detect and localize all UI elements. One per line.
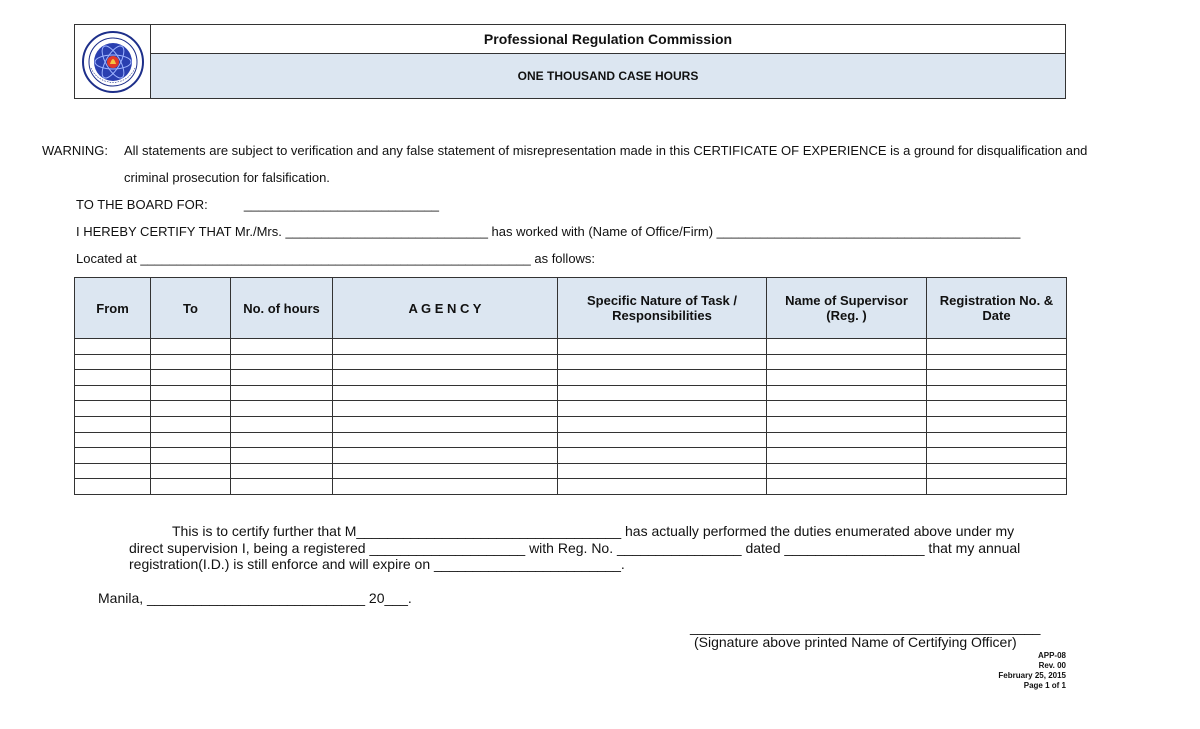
- table-cell[interactable]: [927, 339, 1067, 355]
- table-cell[interactable]: [75, 370, 151, 386]
- table-cell[interactable]: [231, 401, 333, 417]
- table-cell[interactable]: [75, 385, 151, 401]
- table-cell[interactable]: [767, 463, 927, 479]
- table-cell[interactable]: [927, 401, 1067, 417]
- table-cell[interactable]: [75, 339, 151, 355]
- table-row: [75, 448, 1067, 464]
- table-cell[interactable]: [333, 448, 558, 464]
- experience-table: [74, 277, 1067, 495]
- table-cell[interactable]: [927, 354, 1067, 370]
- table-cell[interactable]: [151, 385, 231, 401]
- col-header-from: From: [75, 278, 151, 339]
- certify-field[interactable]: I HEREBY CERTIFY THAT Mr./Mrs. ____________________________ has worked with (Name of Office/Firm) __________________________________________: [76, 224, 1021, 239]
- table-cell[interactable]: [767, 479, 927, 495]
- table-cell[interactable]: [151, 479, 231, 495]
- table-cell[interactable]: [767, 432, 927, 448]
- table-cell[interactable]: [927, 463, 1067, 479]
- table-row: [75, 339, 1067, 355]
- col-header-agency: A G E N C Y: [333, 278, 558, 339]
- col-header-to: To: [151, 278, 231, 339]
- table-cell[interactable]: [231, 416, 333, 432]
- warning-label: WARNING:: [42, 143, 108, 158]
- table-cell[interactable]: [151, 370, 231, 386]
- table-cell[interactable]: [558, 354, 767, 370]
- table-cell[interactable]: [927, 416, 1067, 432]
- table-cell[interactable]: [558, 339, 767, 355]
- table-cell[interactable]: [558, 479, 767, 495]
- table-cell[interactable]: [767, 401, 927, 417]
- header-subtitle: ONE THOUSAND CASE HOURS: [151, 54, 1065, 98]
- table-cell[interactable]: [333, 432, 558, 448]
- table-cell[interactable]: [333, 401, 558, 417]
- form-code-block: [998, 651, 1066, 691]
- table-cell[interactable]: [231, 370, 333, 386]
- table-cell[interactable]: [151, 432, 231, 448]
- table-cell[interactable]: [767, 416, 927, 432]
- table-cell[interactable]: [558, 385, 767, 401]
- table-cell[interactable]: [927, 385, 1067, 401]
- table-cell[interactable]: [231, 385, 333, 401]
- table-row: [75, 385, 1067, 401]
- table-cell[interactable]: [558, 448, 767, 464]
- warning-text-line1: All statements are subject to verification and any false statement of misrepresentation made in this CERTIFICATE OF EXPERIENCE is a ground for disqualification and: [124, 143, 1088, 158]
- table-cell[interactable]: [333, 385, 558, 401]
- table-cell[interactable]: [558, 432, 767, 448]
- table-cell[interactable]: [151, 416, 231, 432]
- prc-seal-logo: [75, 25, 151, 98]
- table-cell[interactable]: [151, 463, 231, 479]
- certification-line3: registration(I.D.) is still enforce and will expire on ________________________.: [129, 556, 625, 572]
- signature-line[interactable]: _____________________________________________: [690, 619, 1041, 635]
- table-cell[interactable]: [151, 354, 231, 370]
- seal-icon: [81, 30, 145, 94]
- form-code: APP-08: [1037, 651, 1066, 660]
- col-header-task: Specific Nature of Task / Responsibilities: [558, 278, 767, 339]
- col-header-registration: Registration No. & Date: [927, 278, 1067, 339]
- form-header: [74, 24, 1066, 99]
- table-cell[interactable]: [767, 354, 927, 370]
- table-row: [75, 370, 1067, 386]
- table-cell[interactable]: [231, 339, 333, 355]
- table-row: [75, 432, 1067, 448]
- table-cell[interactable]: [75, 463, 151, 479]
- table-cell[interactable]: [767, 370, 927, 386]
- table-cell[interactable]: [333, 479, 558, 495]
- table-cell[interactable]: [75, 448, 151, 464]
- table-cell[interactable]: [75, 432, 151, 448]
- table-cell[interactable]: [927, 432, 1067, 448]
- certification-line1: This is to certify further that M__________________________________ has actually performed the duties enumerated above under my: [172, 523, 1015, 539]
- table-cell[interactable]: [333, 339, 558, 355]
- table-cell[interactable]: [927, 479, 1067, 495]
- table-row: [75, 401, 1067, 417]
- table-row: [75, 479, 1067, 495]
- table-cell[interactable]: [927, 370, 1067, 386]
- table-cell[interactable]: [558, 463, 767, 479]
- table-cell[interactable]: [75, 401, 151, 417]
- header-title: Professional Regulation Commission: [151, 25, 1065, 54]
- warning-text-line2: criminal prosecution for falsification.: [124, 170, 330, 185]
- table-cell[interactable]: [151, 401, 231, 417]
- table-cell[interactable]: [231, 479, 333, 495]
- table-row: [75, 354, 1067, 370]
- located-field[interactable]: Located at ______________________________________________________ as follows:: [76, 251, 596, 266]
- certification-line2: direct supervision I, being a registered ____________________ with Reg. No. ________________ dated __________________ that my annual: [129, 540, 1021, 556]
- signature-caption: (Signature above printed Name of Certifying Officer): [694, 634, 1017, 650]
- table-row: [75, 416, 1067, 432]
- table-cell[interactable]: [333, 463, 558, 479]
- table-header-row: [75, 278, 1067, 339]
- table-cell[interactable]: [231, 448, 333, 464]
- table-cell[interactable]: [767, 448, 927, 464]
- table-cell[interactable]: [333, 370, 558, 386]
- table-row: [75, 463, 1067, 479]
- table-cell[interactable]: [231, 432, 333, 448]
- table-cell[interactable]: [927, 448, 1067, 464]
- table-cell[interactable]: [75, 416, 151, 432]
- board-field[interactable]: TO THE BOARD FOR: ___________________________: [76, 197, 440, 212]
- table-cell[interactable]: [333, 416, 558, 432]
- form-revision: Rev. 00: [1038, 661, 1066, 670]
- table-cell[interactable]: [151, 339, 231, 355]
- form-date: February 25, 2015: [998, 671, 1066, 680]
- table-cell[interactable]: [151, 448, 231, 464]
- table-cell[interactable]: [767, 385, 927, 401]
- table-cell[interactable]: [75, 354, 151, 370]
- table-cell[interactable]: [558, 370, 767, 386]
- table-cell[interactable]: [231, 463, 333, 479]
- table-cell[interactable]: [333, 354, 558, 370]
- form-page: Page 1 of 1: [1023, 681, 1066, 690]
- col-header-supervisor: Name of Supervisor (Reg. ): [767, 278, 927, 339]
- table-cell[interactable]: [231, 354, 333, 370]
- table-cell[interactable]: [767, 339, 927, 355]
- table-cell[interactable]: [75, 479, 151, 495]
- table-cell[interactable]: [558, 416, 767, 432]
- col-header-hours: No. of hours: [231, 278, 333, 339]
- table-cell[interactable]: [558, 401, 767, 417]
- place-date-field[interactable]: Manila, ____________________________ 20___.: [98, 590, 412, 606]
